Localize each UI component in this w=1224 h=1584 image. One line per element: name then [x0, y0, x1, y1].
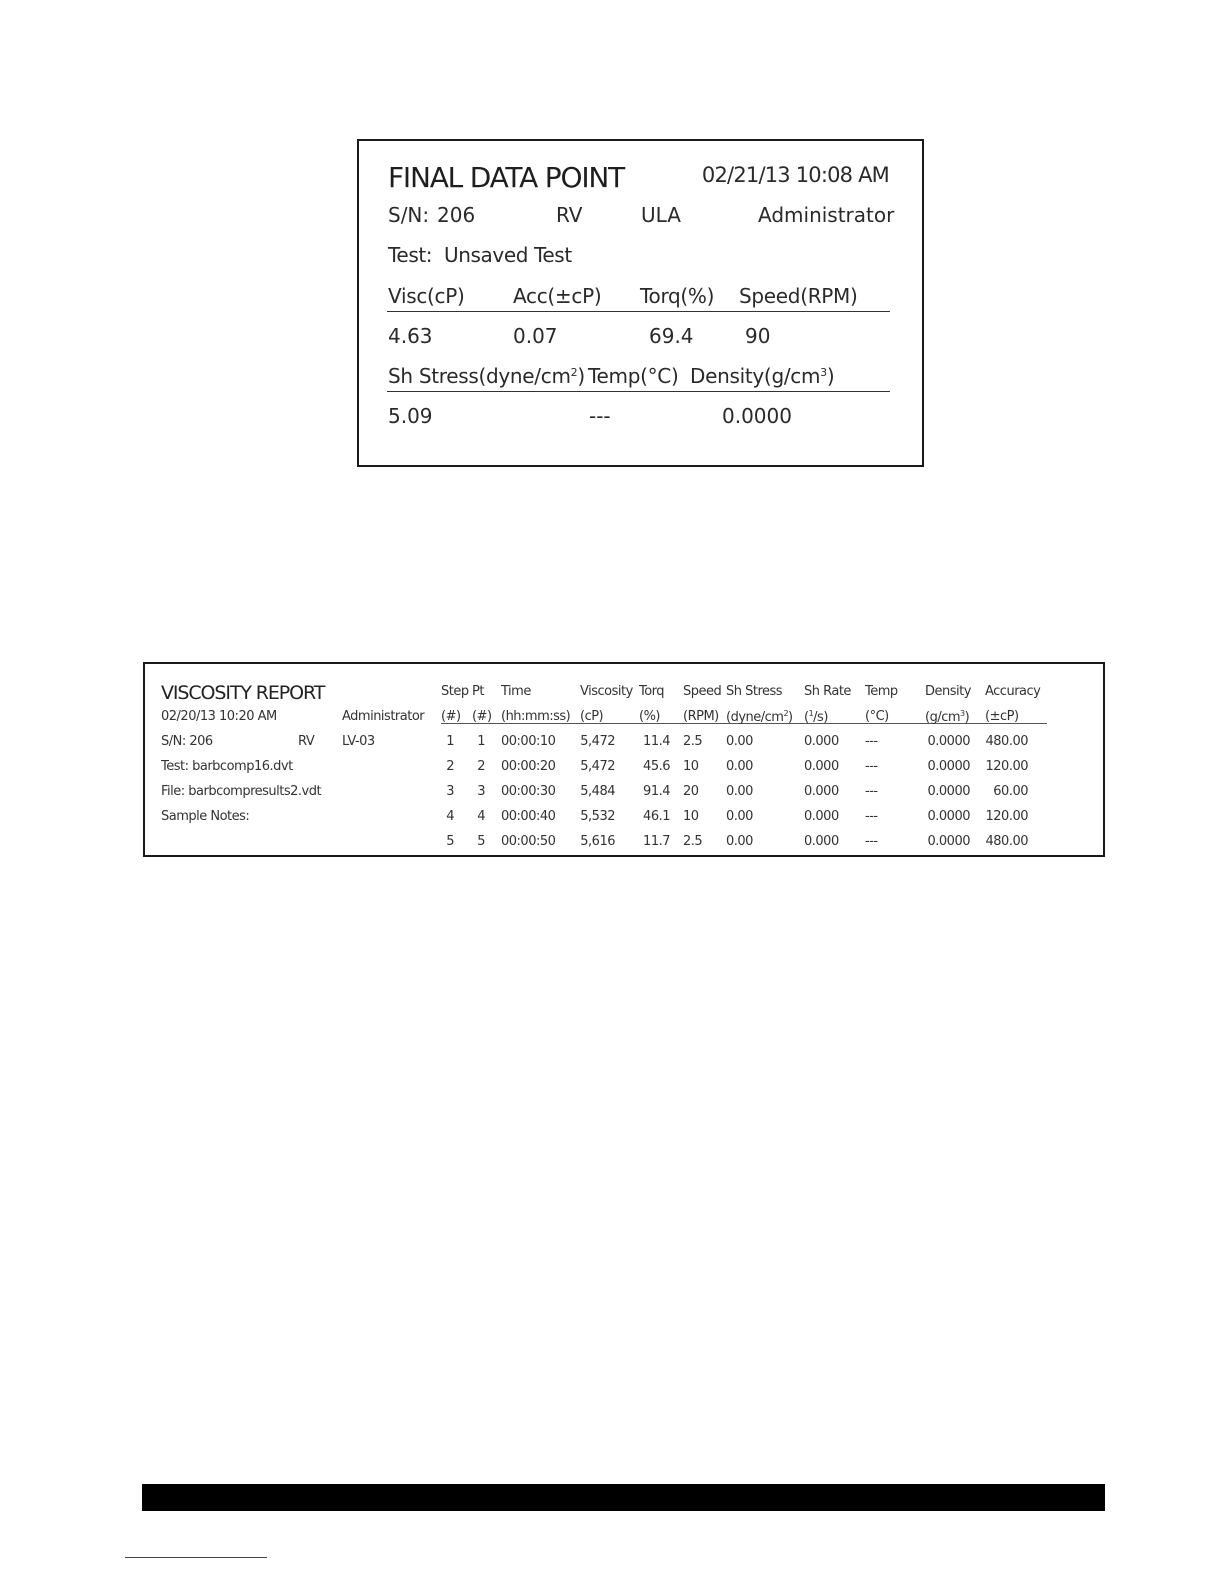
column-header-accuracy: Accuracy: [985, 684, 1041, 699]
report-sample-notes: Sample Notes:: [161, 809, 250, 824]
user-name: Administrator: [758, 203, 895, 227]
viscosity-report-panel: [143, 662, 1105, 857]
table-cell-temp: ---: [865, 834, 878, 849]
column-unit-torq: (%): [639, 709, 660, 724]
column-unit-shrate: ($^1$/s): [804, 709, 828, 725]
table-cell-pt: 4: [477, 809, 485, 824]
serial-label: S/N:: [388, 203, 430, 227]
table-cell-pt: 3: [477, 784, 485, 799]
table-cell-visc: 5,484: [580, 784, 615, 799]
report-results-file: File: barbcompresults2.vdt: [161, 784, 322, 799]
table-cell-shrate: 0.000: [804, 809, 839, 824]
column-unit-density: $(g/cm^3)$: [925, 709, 970, 725]
viscometer-model: RV: [556, 203, 583, 227]
accessory-name: ULA: [641, 203, 681, 227]
table-cell-torq: 45.6: [643, 759, 670, 774]
table-cell-torq: 46.1: [643, 809, 670, 824]
column-header-shrate: Sh Rate: [804, 684, 851, 699]
report-model: RV: [298, 734, 315, 749]
table-cell-visc: 5,616: [580, 834, 615, 849]
table-cell-time: 00:00:10: [501, 734, 556, 749]
table-cell-visc: 5,472: [580, 734, 615, 749]
column-header-step: Step: [441, 684, 469, 699]
table-cell-accuracy: 480.00: [985, 734, 1028, 749]
table-cell-shrate: 0.000: [804, 759, 839, 774]
table-cell-accuracy: 120.00: [985, 759, 1028, 774]
visc-header: Visc(cP): [388, 284, 465, 308]
table-cell-speed: 2.5: [683, 734, 703, 749]
table-cell-density: 0.0000: [927, 809, 970, 824]
table-cell-temp: ---: [865, 759, 878, 774]
table-cell-time: 00:00:30: [501, 784, 556, 799]
temperature-header: Temp(°C): [588, 364, 679, 388]
accuracy-value: 0.07: [513, 324, 558, 348]
density-header: $Density(g/cm^3)$: [690, 364, 835, 388]
table-cell-time: 00:00:20: [501, 759, 556, 774]
report-serial: S/N: 206: [161, 734, 213, 749]
accuracy-header: Acc(±cP): [513, 284, 602, 308]
final-data-point-title: FINAL DATA POINT: [388, 161, 625, 194]
table-cell-density: 0.0000: [927, 734, 970, 749]
final-data-point-datetime: 02/21/13 10:08 AM: [701, 163, 889, 187]
column-unit-visc: (cP): [580, 709, 604, 724]
table-cell-torq: 11.7: [643, 834, 670, 849]
table-cell-visc: 5,472: [580, 759, 615, 774]
column-unit-accuracy: (±cP): [985, 709, 1019, 724]
column-unit-pt: (#): [472, 709, 492, 724]
column-header-temp: Temp: [865, 684, 898, 699]
test-label: Test:: [388, 243, 433, 267]
table-cell-speed: 10: [683, 759, 699, 774]
table-cell-temp: ---: [865, 784, 878, 799]
table-cell-shrate: 0.000: [804, 834, 839, 849]
final-data-point-panel: [357, 139, 924, 467]
table-cell-shstress: 0.00: [726, 734, 753, 749]
table-cell-temp: ---: [865, 734, 878, 749]
table-cell-density: 0.0000: [927, 834, 970, 849]
column-header-time: Time: [501, 684, 531, 699]
column-header-shstress: Sh Stress: [726, 684, 783, 699]
table-cell-torq: 11.4: [643, 734, 670, 749]
table-cell-step: 4: [446, 809, 454, 824]
serial-value: 206: [437, 203, 476, 227]
table-cell-shstress: 0.00: [726, 759, 753, 774]
visc-value: 4.63: [388, 324, 433, 348]
table-cell-pt: 2: [477, 759, 485, 774]
column-unit-time: (hh:mm:ss): [501, 709, 571, 724]
table-cell-speed: 2.5: [683, 834, 703, 849]
report-test-file: Test: barbcomp16.dvt: [161, 759, 293, 774]
density-value: 0.0000: [722, 404, 792, 428]
column-unit-temp: (°C): [865, 709, 889, 724]
table-cell-shrate: 0.000: [804, 734, 839, 749]
table-cell-torq: 91.4: [643, 784, 670, 799]
table-cell-pt: 1: [477, 734, 485, 749]
footer-link-underline: [125, 1557, 267, 1558]
table-cell-time: 00:00:40: [501, 809, 556, 824]
column-header-visc: Viscosity: [580, 684, 633, 699]
table-cell-step: 3: [446, 784, 454, 799]
torque-value: 69.4: [649, 324, 694, 348]
column-unit-shstress: $(dyne/cm^2)$: [726, 709, 793, 725]
table-cell-pt: 5: [477, 834, 485, 849]
footer-bar: [142, 1484, 1105, 1511]
test-name: Unsaved Test: [444, 243, 572, 267]
table-cell-speed: 10: [683, 809, 699, 824]
table-cell-density: 0.0000: [927, 784, 970, 799]
header-divider: [387, 391, 890, 392]
shear-stress-value: 5.09: [388, 404, 433, 428]
table-cell-visc: 5,532: [580, 809, 615, 824]
column-header-pt: Pt: [472, 684, 484, 699]
temperature-value: ---: [589, 404, 611, 428]
column-unit-step: (#): [441, 709, 461, 724]
torque-header: Torq(%): [640, 284, 715, 308]
table-cell-shrate: 0.000: [804, 784, 839, 799]
column-header-density: Density: [925, 684, 971, 699]
speed-header: Speed(RPM): [739, 284, 858, 308]
column-unit-speed: (RPM): [683, 709, 719, 724]
table-cell-shstress: 0.00: [726, 809, 753, 824]
table-cell-accuracy: 480.00: [985, 834, 1028, 849]
table-cell-step: 2: [446, 759, 454, 774]
table-cell-shstress: 0.00: [726, 784, 753, 799]
table-cell-step: 5: [446, 834, 454, 849]
header-divider: [387, 311, 890, 312]
column-header-speed: Speed: [683, 684, 722, 699]
table-cell-density: 0.0000: [927, 759, 970, 774]
table-cell-step: 1: [446, 734, 454, 749]
speed-value: 90: [745, 324, 771, 348]
report-spindle: LV-03: [342, 734, 375, 749]
table-cell-temp: ---: [865, 809, 878, 824]
table-cell-accuracy: 60.00: [993, 784, 1028, 799]
table-cell-accuracy: 120.00: [985, 809, 1028, 824]
viscosity-report-title: VISCOSITY REPORT: [161, 682, 325, 704]
table-cell-speed: 20: [683, 784, 699, 799]
table-cell-shstress: 0.00: [726, 834, 753, 849]
shear-stress-header: Sh $Stress(dyne/cm^2)$: [388, 364, 585, 388]
table-cell-time: 00:00:50: [501, 834, 556, 849]
column-header-torq: Torq: [639, 684, 665, 699]
report-user: Administrator: [342, 709, 425, 724]
report-datetime: 02/20/13 10:20 AM: [161, 709, 277, 724]
